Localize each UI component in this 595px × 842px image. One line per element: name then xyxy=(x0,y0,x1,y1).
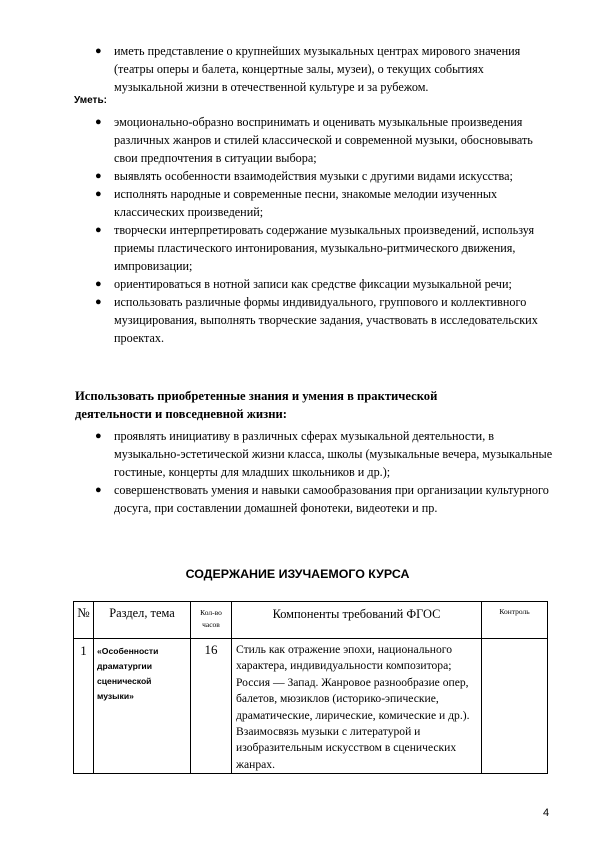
list-item xyxy=(95,221,554,275)
list-item-text: использовать различные формы индивидуального, группового и коллективного музицирования, выполнять творческие задания, участвовать в исследовательских проектах. xyxy=(114,295,538,345)
list-item xyxy=(95,113,554,167)
list-item-text: проявлять инициативу в различных сферах музыкальной деятельности, в музыкально-эстетической жизни класса, школы (музыкальные вечера, музыкальные гостиные, концерты для младших школьников и др.); xyxy=(114,429,553,479)
page-number: 4 xyxy=(543,807,550,819)
cell-num: 1 xyxy=(74,639,94,774)
header-control: Контроль xyxy=(482,602,548,639)
list-item xyxy=(95,293,554,347)
bullet-icon: ● xyxy=(95,430,102,442)
header-hours: Кол-во часов xyxy=(191,602,232,639)
use-heading: Использовать приобретенные знания и умения в практической деятельности и повседневной жизни: xyxy=(75,389,438,421)
list-item xyxy=(95,427,554,481)
list-item-text: творчески интерпретировать содержание музыкальных произведений, используя приемы пластического интонирования, музыкально-ритмического движения, импровизации; xyxy=(114,223,535,273)
list-item-text: иметь представление о крупнейших музыкальных центрах мирового значения (театры оперы и балета, концертные залы, музеи), о текущих событиях музыкальной жизни в отечественной культуре и за рубежом. xyxy=(114,44,521,94)
list-item-text: выявлять особенности взаимодействия музыки с другими видами искусства; xyxy=(114,169,513,183)
bullet-icon: ● xyxy=(95,296,102,308)
bullet-icon: ● xyxy=(95,484,102,496)
header-components: Компоненты требований ФГОС xyxy=(232,602,482,639)
bullet-icon: ● xyxy=(95,224,102,236)
umet-label: Уметь: xyxy=(74,95,107,106)
bullet-icon: ● xyxy=(95,45,102,57)
cell-components: Стиль как отражение эпохи, национального характера, индивидуальности композитора; Россия — Запад. Жанровое разнообразие опер, балетов, мюзиклов (историко-эпические, драматические, лирические, комические и др.). Взаимосвязь музыки с литературой и изобразительным искусством в сценических жанрах. xyxy=(232,639,482,774)
list-item xyxy=(95,275,554,293)
list-item-text: эмоционально-образно воспринимать и оценивать музыкальные произведения различных жанров и стилей классической и современной музыки, обосновывать свои предпочтения в ситуации выбора; xyxy=(114,115,533,165)
list-item xyxy=(95,185,554,221)
list-item xyxy=(95,167,554,185)
list-item-text: совершенствовать умения и навыки самообразования при организации культурного досуга, при составлении домашней фонотеки, видеотеки и пр. xyxy=(114,483,549,515)
intro-bullet-list xyxy=(95,42,554,96)
bullet-icon: ● xyxy=(95,188,102,200)
course-table xyxy=(73,601,548,774)
list-item-text: исполнять народные и современные песни, знакомые мелодии изученных классических произведений; xyxy=(114,187,498,219)
header-num: № xyxy=(74,602,94,639)
header-section: Раздел, тема xyxy=(94,602,191,639)
section-title: СОДЕРЖАНИЕ ИЗУЧАЕМОГО КУРСА xyxy=(185,567,410,581)
bullet-icon: ● xyxy=(95,278,102,290)
bullet-icon: ● xyxy=(95,170,102,182)
umet-bullet-list xyxy=(95,113,554,347)
use-bullet-list xyxy=(95,427,554,517)
list-item xyxy=(95,42,554,96)
list-item xyxy=(95,481,554,517)
table-row xyxy=(74,639,548,774)
cell-control xyxy=(482,639,548,774)
cell-hours: 16 xyxy=(191,639,232,774)
list-item-text: ориентироваться в нотной записи как средстве фиксации музыкальной речи; xyxy=(114,277,512,291)
bullet-icon: ● xyxy=(95,116,102,128)
table-header-row xyxy=(74,602,548,639)
cell-section: «Особенности драматургии сценической музыки» xyxy=(94,639,191,774)
